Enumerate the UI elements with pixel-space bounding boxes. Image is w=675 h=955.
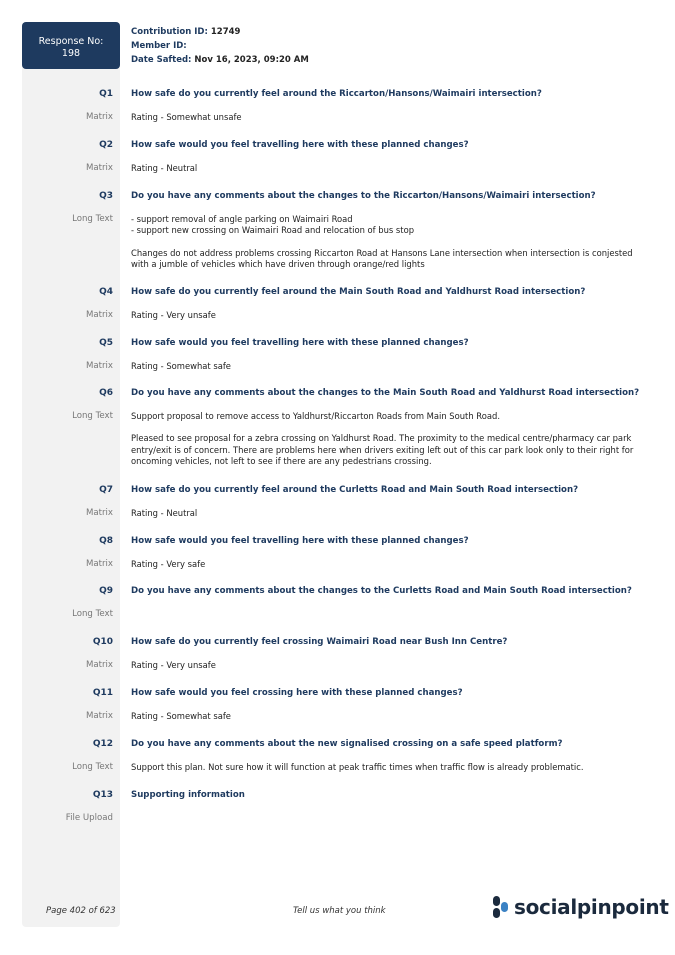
response-meta <box>131 25 309 67</box>
answer-paragraph: Pleased to see proposal for a zebra crossing on Yaldhurst Road. The proximity to the medical centre/pharmacy car park entry/exit is of concern. There are problems here when drivers exiting left out of this car park look only to their right for oncoming vehicles, not left to see if there are any pedestrians crossing. <box>131 433 634 467</box>
question-number: Q4 <box>99 287 113 297</box>
contribution-id-label: Contribution ID: <box>131 27 208 37</box>
page-number: Page 402 of 623 <box>46 906 116 916</box>
logo-mark-icon <box>492 895 509 919</box>
question-type: Matrix <box>85 711 113 721</box>
answer-paragraph: Rating - Somewhat safe <box>131 711 231 721</box>
question-number: Q9 <box>99 586 113 596</box>
date-row <box>131 53 309 67</box>
answer-block <box>131 660 641 671</box>
question-type: Matrix <box>85 361 113 371</box>
question-number: Q13 <box>92 790 113 800</box>
logo-text: socialpinpoint <box>514 895 669 919</box>
question-type: Long Text <box>72 609 113 619</box>
contribution-id-value: 12749 <box>210 27 241 37</box>
answer-block <box>131 163 641 174</box>
answer-paragraph: Rating - Somewhat unsafe <box>131 112 242 122</box>
answer-paragraph: Rating - Neutral <box>131 508 198 518</box>
question-type: Matrix <box>85 660 113 670</box>
answer-paragraph: Rating - Somewhat safe <box>131 361 231 371</box>
question-type: Matrix <box>85 112 113 122</box>
answer-block <box>131 762 641 773</box>
response-number-badge <box>22 22 120 69</box>
question-text: How safe would you feel crossing here with these planned changes? <box>131 688 463 698</box>
answer-block <box>131 711 641 722</box>
answer-block <box>131 112 641 123</box>
question-text: Do you have any comments about the changes to the Main South Road and Yaldhurst Road intersection? <box>131 388 640 398</box>
answer-paragraph: - support removal of angle parking on Waimairi Road - support new crossing on Waimairi Road and relocation of bus stop <box>131 214 415 236</box>
question-text: Do you have any comments about the changes to the Curletts Road and Main South Road intersection? <box>131 586 632 596</box>
question-text: How safe do you currently feel around the Main South Road and Yaldhurst Road intersection? <box>131 287 586 297</box>
answer-paragraph: Support proposal to remove access to Yaldhurst/Riccarton Roads from Main South Road. <box>131 411 500 421</box>
question-number: Q5 <box>99 338 113 348</box>
contribution-id-row <box>131 25 309 39</box>
question-type: Long Text <box>72 214 113 224</box>
answer-block <box>131 214 641 271</box>
question-number: Q7 <box>99 485 113 495</box>
footer-tagline: Tell us what you think <box>293 906 386 916</box>
question-number: Q8 <box>99 536 113 546</box>
socialpinpoint-logo <box>492 895 669 919</box>
question-text: Supporting information <box>131 790 245 800</box>
question-text: How safe would you feel travelling here with these planned changes? <box>131 536 469 546</box>
response-number: 198 <box>61 48 81 59</box>
answer-paragraph: Changes do not address problems crossing Riccarton Road at Hansons Lane intersection when intersection is conjested with a jumble of vehicles which have driven through orange/red lights <box>131 247 633 270</box>
question-text: How safe do you currently feel crossing Waimairi Road near Bush Inn Centre? <box>131 637 508 647</box>
question-number: Q6 <box>99 388 113 398</box>
member-id-label: Member ID: <box>131 41 187 51</box>
question-text: How safe do you currently feel around the Curletts Road and Main South Road intersection? <box>131 485 579 495</box>
question-type: Matrix <box>85 310 113 320</box>
question-type: Matrix <box>85 163 113 173</box>
answer-block <box>131 310 641 321</box>
question-text: How safe do you currently feel around the Riccarton/Hansons/Waimairi intersection? <box>131 89 542 99</box>
question-type: Matrix <box>85 559 113 569</box>
question-number: Q1 <box>99 89 113 99</box>
answer-paragraph: Rating - Very unsafe <box>131 310 216 320</box>
question-number: Q11 <box>92 688 113 698</box>
question-number: Q2 <box>99 140 113 150</box>
question-type: Matrix <box>85 508 113 518</box>
question-type: File Upload <box>65 813 113 823</box>
answer-block <box>131 361 641 372</box>
question-text: Do you have any comments about the changes to the Riccarton/Hansons/Waimairi intersection? <box>131 191 596 201</box>
answer-block <box>131 508 641 519</box>
answer-block <box>131 559 641 570</box>
answer-paragraph: Support this plan. Not sure how it will function at peak traffic times when traffic flow is already problematic. <box>131 762 584 772</box>
answer-block <box>131 411 641 468</box>
question-text: Do you have any comments about the new signalised crossing on a safe speed platform? <box>131 739 563 749</box>
question-number: Q12 <box>92 739 113 749</box>
question-type: Long Text <box>72 411 113 421</box>
date-value: Nov 16, 2023, 09:20 AM <box>194 55 309 65</box>
question-text: How safe would you feel travelling here with these planned changes? <box>131 338 469 348</box>
question-number: Q10 <box>92 637 113 647</box>
answer-paragraph: Rating - Very safe <box>131 559 206 569</box>
question-text: How safe would you feel travelling here with these planned changes? <box>131 140 469 150</box>
date-label: Date Safted: <box>131 55 192 65</box>
member-id-row <box>131 39 309 53</box>
answer-paragraph: Rating - Very unsafe <box>131 660 216 670</box>
question-number: Q3 <box>99 191 113 201</box>
question-type: Long Text <box>72 762 113 772</box>
response-label: Response No: <box>38 36 104 47</box>
answer-paragraph: Rating - Neutral <box>131 163 198 173</box>
